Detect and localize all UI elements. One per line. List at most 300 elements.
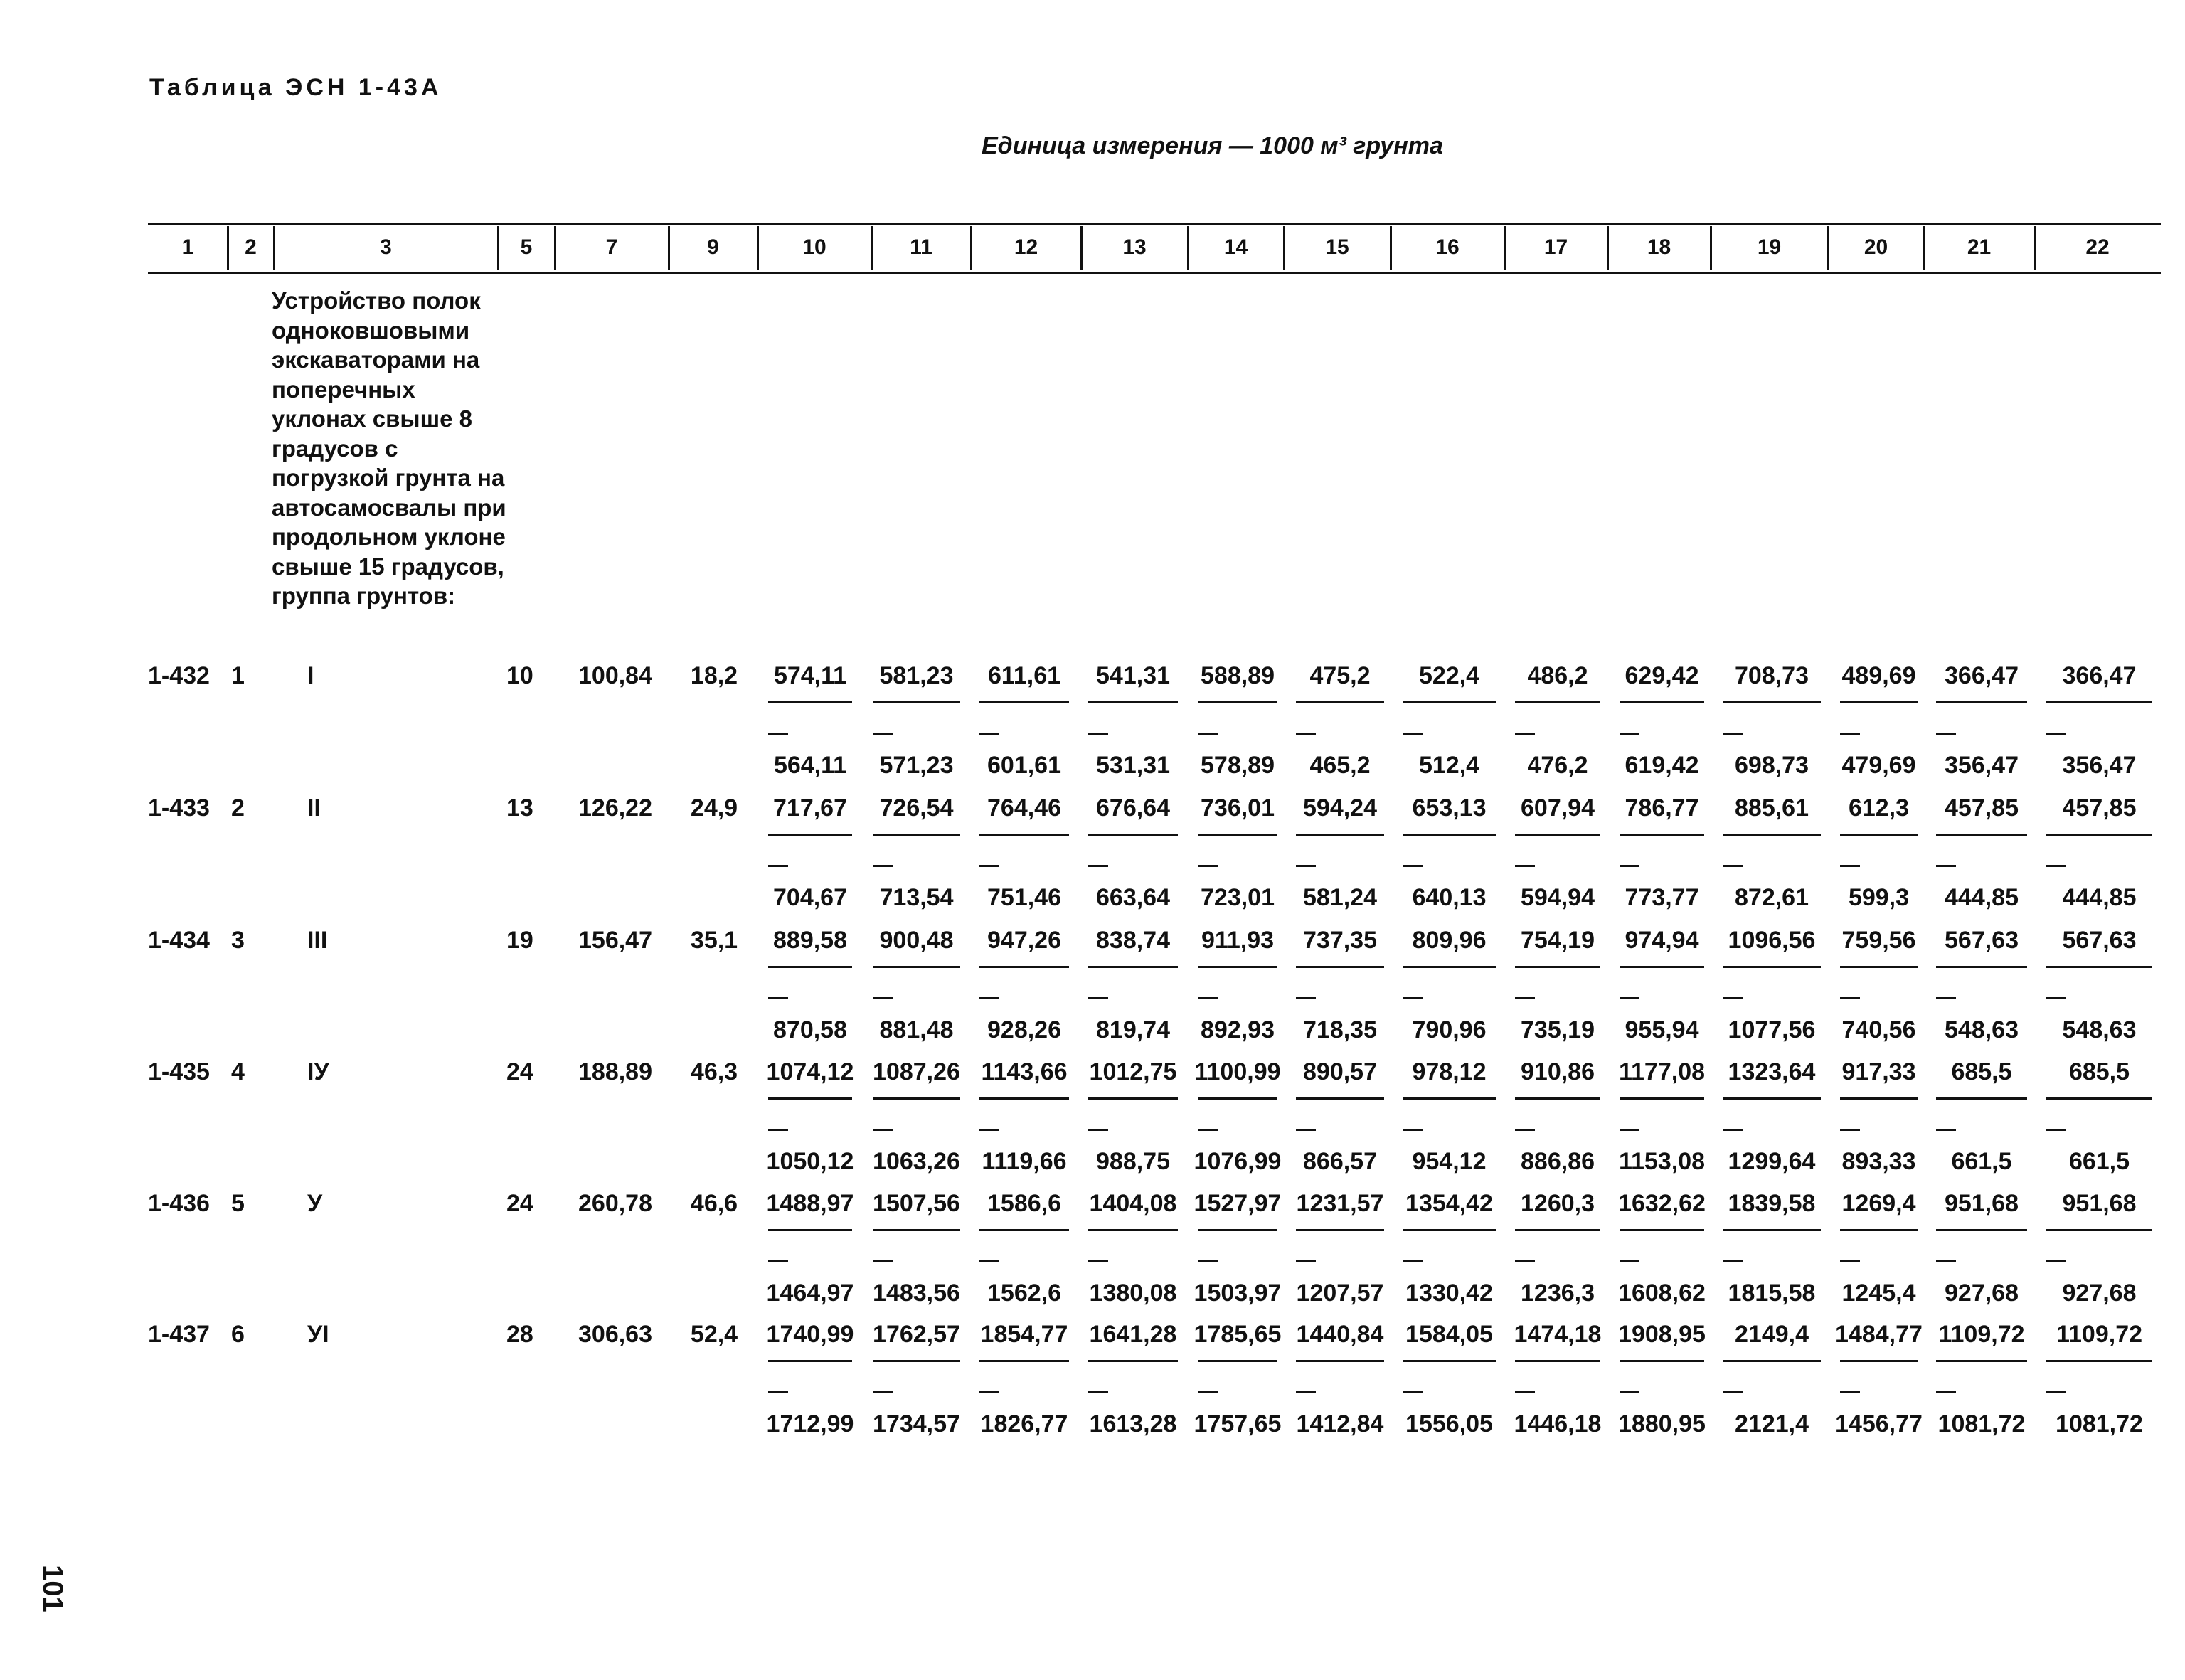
price-numerator: 457,85 (1945, 794, 2019, 822)
fraction-dash (1620, 1129, 1639, 1131)
fraction-line (1723, 1229, 1821, 1231)
fraction-dash (2046, 1391, 2066, 1393)
fraction-dash (1088, 1129, 1108, 1131)
fraction-dash (1620, 733, 1639, 735)
price-numerator: 1740,99 (766, 1321, 854, 1348)
price-numerator: 1527,97 (1193, 1190, 1282, 1217)
fraction-line (2046, 1097, 2152, 1100)
fraction-line (768, 834, 852, 836)
price-denominator: 1608,62 (1618, 1280, 1706, 1307)
price-denominator: 1380,08 (1089, 1280, 1177, 1307)
price-numerator: 1908,95 (1618, 1321, 1706, 1348)
fraction-dash (1723, 1129, 1743, 1131)
fraction-dash (1840, 997, 1860, 999)
fraction-line (1403, 1097, 1496, 1100)
price-numerator: 2149,4 (1735, 1321, 1809, 1348)
price-numerator: 911,93 (1201, 927, 1275, 954)
price-denominator: 751,46 (987, 884, 1061, 911)
cell-col7: 126,22 (578, 794, 652, 822)
fraction-line (979, 1229, 1069, 1231)
fraction-line (1088, 1360, 1178, 1362)
price-denominator: 1456,77 (1835, 1410, 1923, 1437)
price-denominator: 790,96 (1412, 1016, 1487, 1043)
column-header-10: 10 (802, 235, 826, 259)
fraction-line (1723, 1360, 1821, 1362)
fraction-line (1296, 966, 1384, 968)
price-denominator: 735,19 (1521, 1016, 1595, 1043)
price-numerator: 951,68 (1945, 1190, 2019, 1217)
price-denominator: 955,94 (1625, 1016, 1699, 1043)
fraction-line (979, 701, 1069, 703)
price-denominator: 954,12 (1412, 1148, 1487, 1175)
price-denominator: 1712,99 (766, 1410, 854, 1437)
work-description: Устройство полок одноковшовыми экскаваторами на поперечных уклонах свыше 8 градусов с погрузкой грунта на автосамосвалы при продольном уклоне свыше 15 градусов, группа грунтов: (272, 287, 506, 609)
price-numerator: 1177,08 (1618, 1058, 1706, 1085)
header-top-rule (148, 223, 2161, 225)
price-denominator: 870,58 (773, 1016, 847, 1043)
price-denominator: 892,93 (1201, 1016, 1275, 1043)
fraction-line (1723, 701, 1821, 703)
soil-group: У (307, 1190, 323, 1217)
fraction-line (873, 1097, 960, 1100)
price-denominator: 1299,64 (1728, 1148, 1816, 1175)
price-denominator: 444,85 (1945, 884, 2019, 911)
price-denominator: 740,56 (1841, 1016, 1916, 1043)
fraction-dash (1620, 865, 1639, 867)
fraction-dash (1088, 1260, 1108, 1262)
price-numerator: 889,58 (773, 927, 847, 954)
column-header-18: 18 (1647, 235, 1671, 259)
fraction-dash (1840, 1129, 1860, 1131)
fraction-line (1198, 1229, 1277, 1231)
fraction-line (1403, 834, 1496, 836)
fraction-line (1840, 1097, 1918, 1100)
fraction-line (1723, 1097, 1821, 1100)
fraction-line (979, 966, 1069, 968)
fraction-line (768, 966, 852, 968)
cell-col9: 52,4 (690, 1321, 738, 1348)
price-numerator: 1087,26 (873, 1058, 960, 1085)
column-header-9: 9 (707, 235, 719, 259)
fraction-dash (1936, 1391, 1956, 1393)
column-separator (1390, 226, 1392, 270)
price-numerator: 594,24 (1303, 794, 1377, 822)
row-number: 2 (231, 794, 245, 822)
fraction-line (1620, 1229, 1704, 1231)
fraction-dash (1088, 865, 1108, 867)
price-numerator: 1488,97 (766, 1190, 854, 1217)
fraction-line (979, 834, 1069, 836)
price-numerator: 685,5 (1951, 1058, 2012, 1085)
fraction-line (873, 966, 960, 968)
fraction-line (1088, 1097, 1178, 1100)
fraction-line (1620, 1360, 1704, 1362)
price-denominator: 713,54 (879, 884, 954, 911)
fraction-dash (1296, 865, 1316, 867)
price-numerator: 1404,08 (1089, 1190, 1177, 1217)
price-numerator: 486,2 (1527, 662, 1588, 689)
price-numerator: 612,3 (1848, 794, 1910, 822)
price-numerator: 1143,66 (981, 1058, 1068, 1085)
price-denominator: 819,74 (1096, 1016, 1170, 1043)
price-numerator: 717,67 (773, 794, 847, 822)
price-denominator: 663,64 (1096, 884, 1170, 911)
column-header-17: 17 (1543, 235, 1568, 259)
price-denominator: 881,48 (879, 1016, 954, 1043)
price-numerator: 1109,72 (2056, 1321, 2143, 1348)
row-code: 1-432 (148, 662, 210, 689)
price-numerator: 1354,42 (1405, 1190, 1493, 1217)
fraction-line (1088, 701, 1178, 703)
column-separator (227, 226, 229, 270)
cell-col5: 24 (506, 1058, 533, 1085)
fraction-line (1515, 1097, 1600, 1100)
price-denominator: 512,4 (1418, 752, 1480, 779)
cell-col9: 18,2 (690, 662, 738, 689)
fraction-dash (1936, 865, 1956, 867)
price-denominator: 1245,4 (1841, 1280, 1916, 1307)
price-numerator: 1440,84 (1296, 1321, 1384, 1348)
fraction-dash (768, 865, 788, 867)
column-header-11: 11 (910, 235, 932, 259)
fraction-line (1936, 1097, 2027, 1100)
price-numerator: 1839,58 (1728, 1190, 1816, 1217)
price-numerator: 838,74 (1096, 927, 1170, 954)
column-separator (757, 226, 759, 270)
fraction-dash (2046, 1260, 2066, 1262)
price-denominator: 601,61 (987, 752, 1061, 779)
fraction-line (873, 701, 960, 703)
fraction-dash (768, 733, 788, 735)
cell-col9: 24,9 (690, 794, 738, 822)
price-denominator: 773,77 (1625, 884, 1699, 911)
row-number: 1 (231, 662, 245, 689)
fraction-dash (1515, 1391, 1535, 1393)
price-numerator: 1269,4 (1841, 1190, 1916, 1217)
price-numerator: 1012,75 (1089, 1058, 1177, 1085)
fraction-line (1198, 966, 1277, 968)
column-header-3: 3 (380, 235, 392, 259)
fraction-line (2046, 966, 2152, 968)
price-denominator: 1063,26 (873, 1148, 960, 1175)
fraction-dash (873, 865, 893, 867)
column-separator (1080, 226, 1083, 270)
fraction-line (768, 1097, 852, 1100)
fraction-dash (1723, 997, 1743, 999)
price-numerator: 978,12 (1412, 1058, 1487, 1085)
fraction-line (2046, 1360, 2152, 1362)
price-numerator: 574,11 (773, 662, 847, 689)
column-separator (2034, 226, 2036, 270)
page-number: 101 (37, 1565, 68, 1612)
price-denominator: 356,47 (2062, 752, 2137, 779)
fraction-line (1403, 701, 1496, 703)
fraction-dash (979, 865, 999, 867)
fraction-line (1936, 834, 2027, 836)
soil-group: УI (307, 1321, 329, 1348)
fraction-line (1723, 834, 1821, 836)
cell-col5: 19 (506, 927, 533, 954)
fraction-line (1088, 966, 1178, 968)
price-numerator: 1507,56 (873, 1190, 960, 1217)
price-numerator: 708,73 (1735, 662, 1809, 689)
price-denominator: 872,61 (1735, 884, 1809, 911)
fraction-dash (1515, 997, 1535, 999)
fraction-line (1198, 701, 1277, 703)
fraction-dash (1296, 733, 1316, 735)
column-header-5: 5 (520, 235, 533, 259)
price-denominator: 988,75 (1096, 1148, 1170, 1175)
fraction-line (1840, 1360, 1918, 1362)
fraction-dash (1840, 1391, 1860, 1393)
column-header-20: 20 (1864, 235, 1888, 259)
fraction-line (1620, 834, 1704, 836)
price-numerator: 475,2 (1309, 662, 1371, 689)
cell-col7: 188,89 (578, 1058, 652, 1085)
price-denominator: 886,86 (1521, 1148, 1595, 1175)
price-denominator: 571,23 (879, 752, 954, 779)
column-header-14: 14 (1223, 235, 1248, 259)
price-denominator: 928,26 (987, 1016, 1061, 1043)
unit-label: Единица измерения — 1000 м³ грунта (982, 132, 1443, 159)
price-numerator: 653,13 (1412, 794, 1487, 822)
fraction-dash (768, 1129, 788, 1131)
fraction-line (1296, 1229, 1384, 1231)
price-numerator: 541,31 (1096, 662, 1170, 689)
price-numerator: 366,47 (1945, 662, 2019, 689)
row-code: 1-436 (148, 1190, 210, 1217)
price-denominator: 594,94 (1521, 884, 1595, 911)
price-denominator: 1077,56 (1728, 1016, 1816, 1043)
fraction-dash (1840, 865, 1860, 867)
fraction-line (1840, 1229, 1918, 1231)
column-header-7: 7 (605, 235, 618, 259)
price-denominator: 1815,58 (1728, 1280, 1816, 1307)
price-numerator: 1762,57 (873, 1321, 960, 1348)
price-numerator: 489,69 (1841, 662, 1916, 689)
fraction-dash (1088, 733, 1108, 735)
fraction-dash (1403, 733, 1423, 735)
fraction-dash (1723, 865, 1743, 867)
price-numerator: 567,63 (1945, 927, 2019, 954)
fraction-line (1198, 1097, 1277, 1100)
fraction-dash (979, 1260, 999, 1262)
fraction-line (2046, 834, 2152, 836)
fraction-line (1403, 1229, 1496, 1231)
soil-group: III (307, 927, 328, 954)
column-header-12: 12 (1014, 235, 1038, 259)
price-denominator: 1734,57 (873, 1410, 960, 1437)
price-denominator: 1081,72 (1937, 1410, 2026, 1437)
price-denominator: 548,63 (2062, 1016, 2137, 1043)
fraction-dash (873, 1260, 893, 1262)
soil-group: IУ (307, 1058, 329, 1085)
soil-group: I (307, 662, 314, 689)
price-denominator: 476,2 (1527, 752, 1588, 779)
price-numerator: 900,48 (879, 927, 954, 954)
price-numerator: 951,68 (2062, 1190, 2137, 1217)
column-header-2: 2 (245, 235, 257, 259)
fraction-dash (1198, 865, 1218, 867)
price-denominator: 1503,97 (1193, 1280, 1282, 1307)
price-numerator: 685,5 (2068, 1058, 2130, 1085)
fraction-dash (873, 1129, 893, 1131)
fraction-dash (1088, 1391, 1108, 1393)
price-numerator: 726,54 (879, 794, 954, 822)
fraction-line (1620, 1097, 1704, 1100)
fraction-line (873, 1360, 960, 1362)
price-numerator: 366,47 (2062, 662, 2137, 689)
fraction-line (1296, 701, 1384, 703)
fraction-dash (1403, 997, 1423, 999)
fraction-dash (1296, 1391, 1316, 1393)
fraction-dash (1723, 1391, 1743, 1393)
price-numerator: 629,42 (1625, 662, 1699, 689)
price-numerator: 1584,05 (1405, 1321, 1493, 1348)
fraction-dash (1198, 733, 1218, 735)
fraction-dash (2046, 997, 2066, 999)
fraction-line (1403, 1360, 1496, 1362)
column-separator (1504, 226, 1506, 270)
row-code: 1-433 (148, 794, 210, 822)
fraction-dash (2046, 865, 2066, 867)
fraction-dash (979, 1391, 999, 1393)
price-numerator: 1641,28 (1089, 1321, 1177, 1348)
price-denominator: 599,3 (1848, 884, 1910, 911)
fraction-dash (1936, 1129, 1956, 1131)
fraction-dash (1723, 1260, 1743, 1262)
price-numerator: 1109,72 (1938, 1321, 2025, 1348)
fraction-line (1840, 834, 1918, 836)
column-separator (497, 226, 499, 270)
row-number: 5 (231, 1190, 245, 1217)
price-numerator: 1632,62 (1618, 1190, 1706, 1217)
cell-col5: 10 (506, 662, 533, 689)
fraction-line (1936, 701, 2027, 703)
cell-col9: 46,3 (690, 1058, 738, 1085)
price-denominator: 1483,56 (873, 1280, 960, 1307)
row-code: 1-434 (148, 927, 210, 954)
fraction-dash (1840, 1260, 1860, 1262)
price-denominator: 465,2 (1309, 752, 1371, 779)
fraction-dash (768, 997, 788, 999)
fraction-line (768, 1229, 852, 1231)
price-numerator: 885,61 (1735, 794, 1809, 822)
price-numerator: 1586,6 (987, 1190, 1061, 1217)
fraction-dash (1198, 997, 1218, 999)
price-numerator: 737,35 (1303, 927, 1377, 954)
table-title: Таблица ЭСН 1-43А (149, 74, 442, 101)
cell-col9: 46,6 (690, 1190, 738, 1217)
column-separator (1607, 226, 1609, 270)
row-number: 3 (231, 927, 245, 954)
price-denominator: 581,24 (1303, 884, 1377, 911)
cell-col7: 260,78 (578, 1190, 652, 1217)
header-bottom-rule (148, 272, 2161, 274)
fraction-line (768, 1360, 852, 1362)
fraction-line (1515, 834, 1600, 836)
price-denominator: 704,67 (773, 884, 847, 911)
fraction-dash (768, 1391, 788, 1393)
fraction-line (2046, 1229, 2152, 1231)
price-numerator: 457,85 (2062, 794, 2137, 822)
fraction-dash (1198, 1391, 1218, 1393)
cell-col7: 100,84 (578, 662, 652, 689)
column-separator (1283, 226, 1285, 270)
price-denominator: 2121,4 (1735, 1410, 1809, 1437)
price-denominator: 1562,6 (987, 1280, 1061, 1307)
price-denominator: 1153,08 (1618, 1148, 1706, 1175)
price-denominator: 564,11 (773, 752, 847, 779)
price-denominator: 1076,99 (1193, 1148, 1282, 1175)
fraction-dash (1515, 733, 1535, 735)
fraction-dash (1723, 733, 1743, 735)
price-numerator: 567,63 (2062, 927, 2137, 954)
price-denominator: 1464,97 (766, 1280, 854, 1307)
price-numerator: 764,46 (987, 794, 1061, 822)
price-numerator: 1231,57 (1296, 1190, 1384, 1217)
cell-col7: 156,47 (578, 927, 652, 954)
price-numerator: 754,19 (1521, 927, 1595, 954)
price-numerator: 974,94 (1625, 927, 1699, 954)
price-denominator: 1757,65 (1193, 1410, 1282, 1437)
fraction-dash (2046, 733, 2066, 735)
price-denominator: 893,33 (1841, 1148, 1916, 1175)
column-separator (1923, 226, 1925, 270)
fraction-dash (1515, 1260, 1535, 1262)
price-denominator: 1880,95 (1618, 1410, 1706, 1437)
column-separator (1187, 226, 1189, 270)
fraction-dash (1088, 997, 1108, 999)
row-number: 6 (231, 1321, 245, 1348)
fraction-line (1088, 1229, 1178, 1231)
soil-group: II (307, 794, 321, 822)
price-numerator: 1323,64 (1728, 1058, 1816, 1085)
column-header-22: 22 (2085, 235, 2110, 259)
fraction-line (1403, 966, 1496, 968)
price-numerator: 736,01 (1201, 794, 1275, 822)
price-denominator: 1556,05 (1405, 1410, 1493, 1437)
column-header-1: 1 (181, 235, 194, 259)
fraction-dash (873, 733, 893, 735)
price-denominator: 1119,66 (982, 1148, 1067, 1175)
price-denominator: 1050,12 (766, 1148, 854, 1175)
row-number: 4 (231, 1058, 245, 1085)
price-denominator: 927,68 (2062, 1280, 2137, 1307)
price-denominator: 927,68 (1945, 1280, 2019, 1307)
cell-col9: 35,1 (690, 927, 738, 954)
column-separator (1827, 226, 1829, 270)
price-numerator: 910,86 (1521, 1058, 1595, 1085)
price-numerator: 759,56 (1841, 927, 1916, 954)
fraction-line (1198, 1360, 1277, 1362)
row-code: 1-435 (148, 1058, 210, 1085)
fraction-line (1620, 701, 1704, 703)
column-separator (871, 226, 873, 270)
price-denominator: 1412,84 (1296, 1410, 1384, 1437)
fraction-line (1088, 834, 1178, 836)
price-denominator: 1826,77 (980, 1410, 1068, 1437)
cell-col7: 306,63 (578, 1321, 652, 1348)
fraction-dash (873, 1391, 893, 1393)
column-header-13: 13 (1122, 235, 1147, 259)
fraction-dash (1403, 865, 1423, 867)
column-header-19: 19 (1757, 235, 1782, 259)
price-numerator: 1074,12 (766, 1058, 854, 1085)
price-denominator: 1081,72 (2056, 1410, 2143, 1437)
price-denominator: 661,5 (1951, 1148, 2012, 1175)
fraction-dash (768, 1260, 788, 1262)
